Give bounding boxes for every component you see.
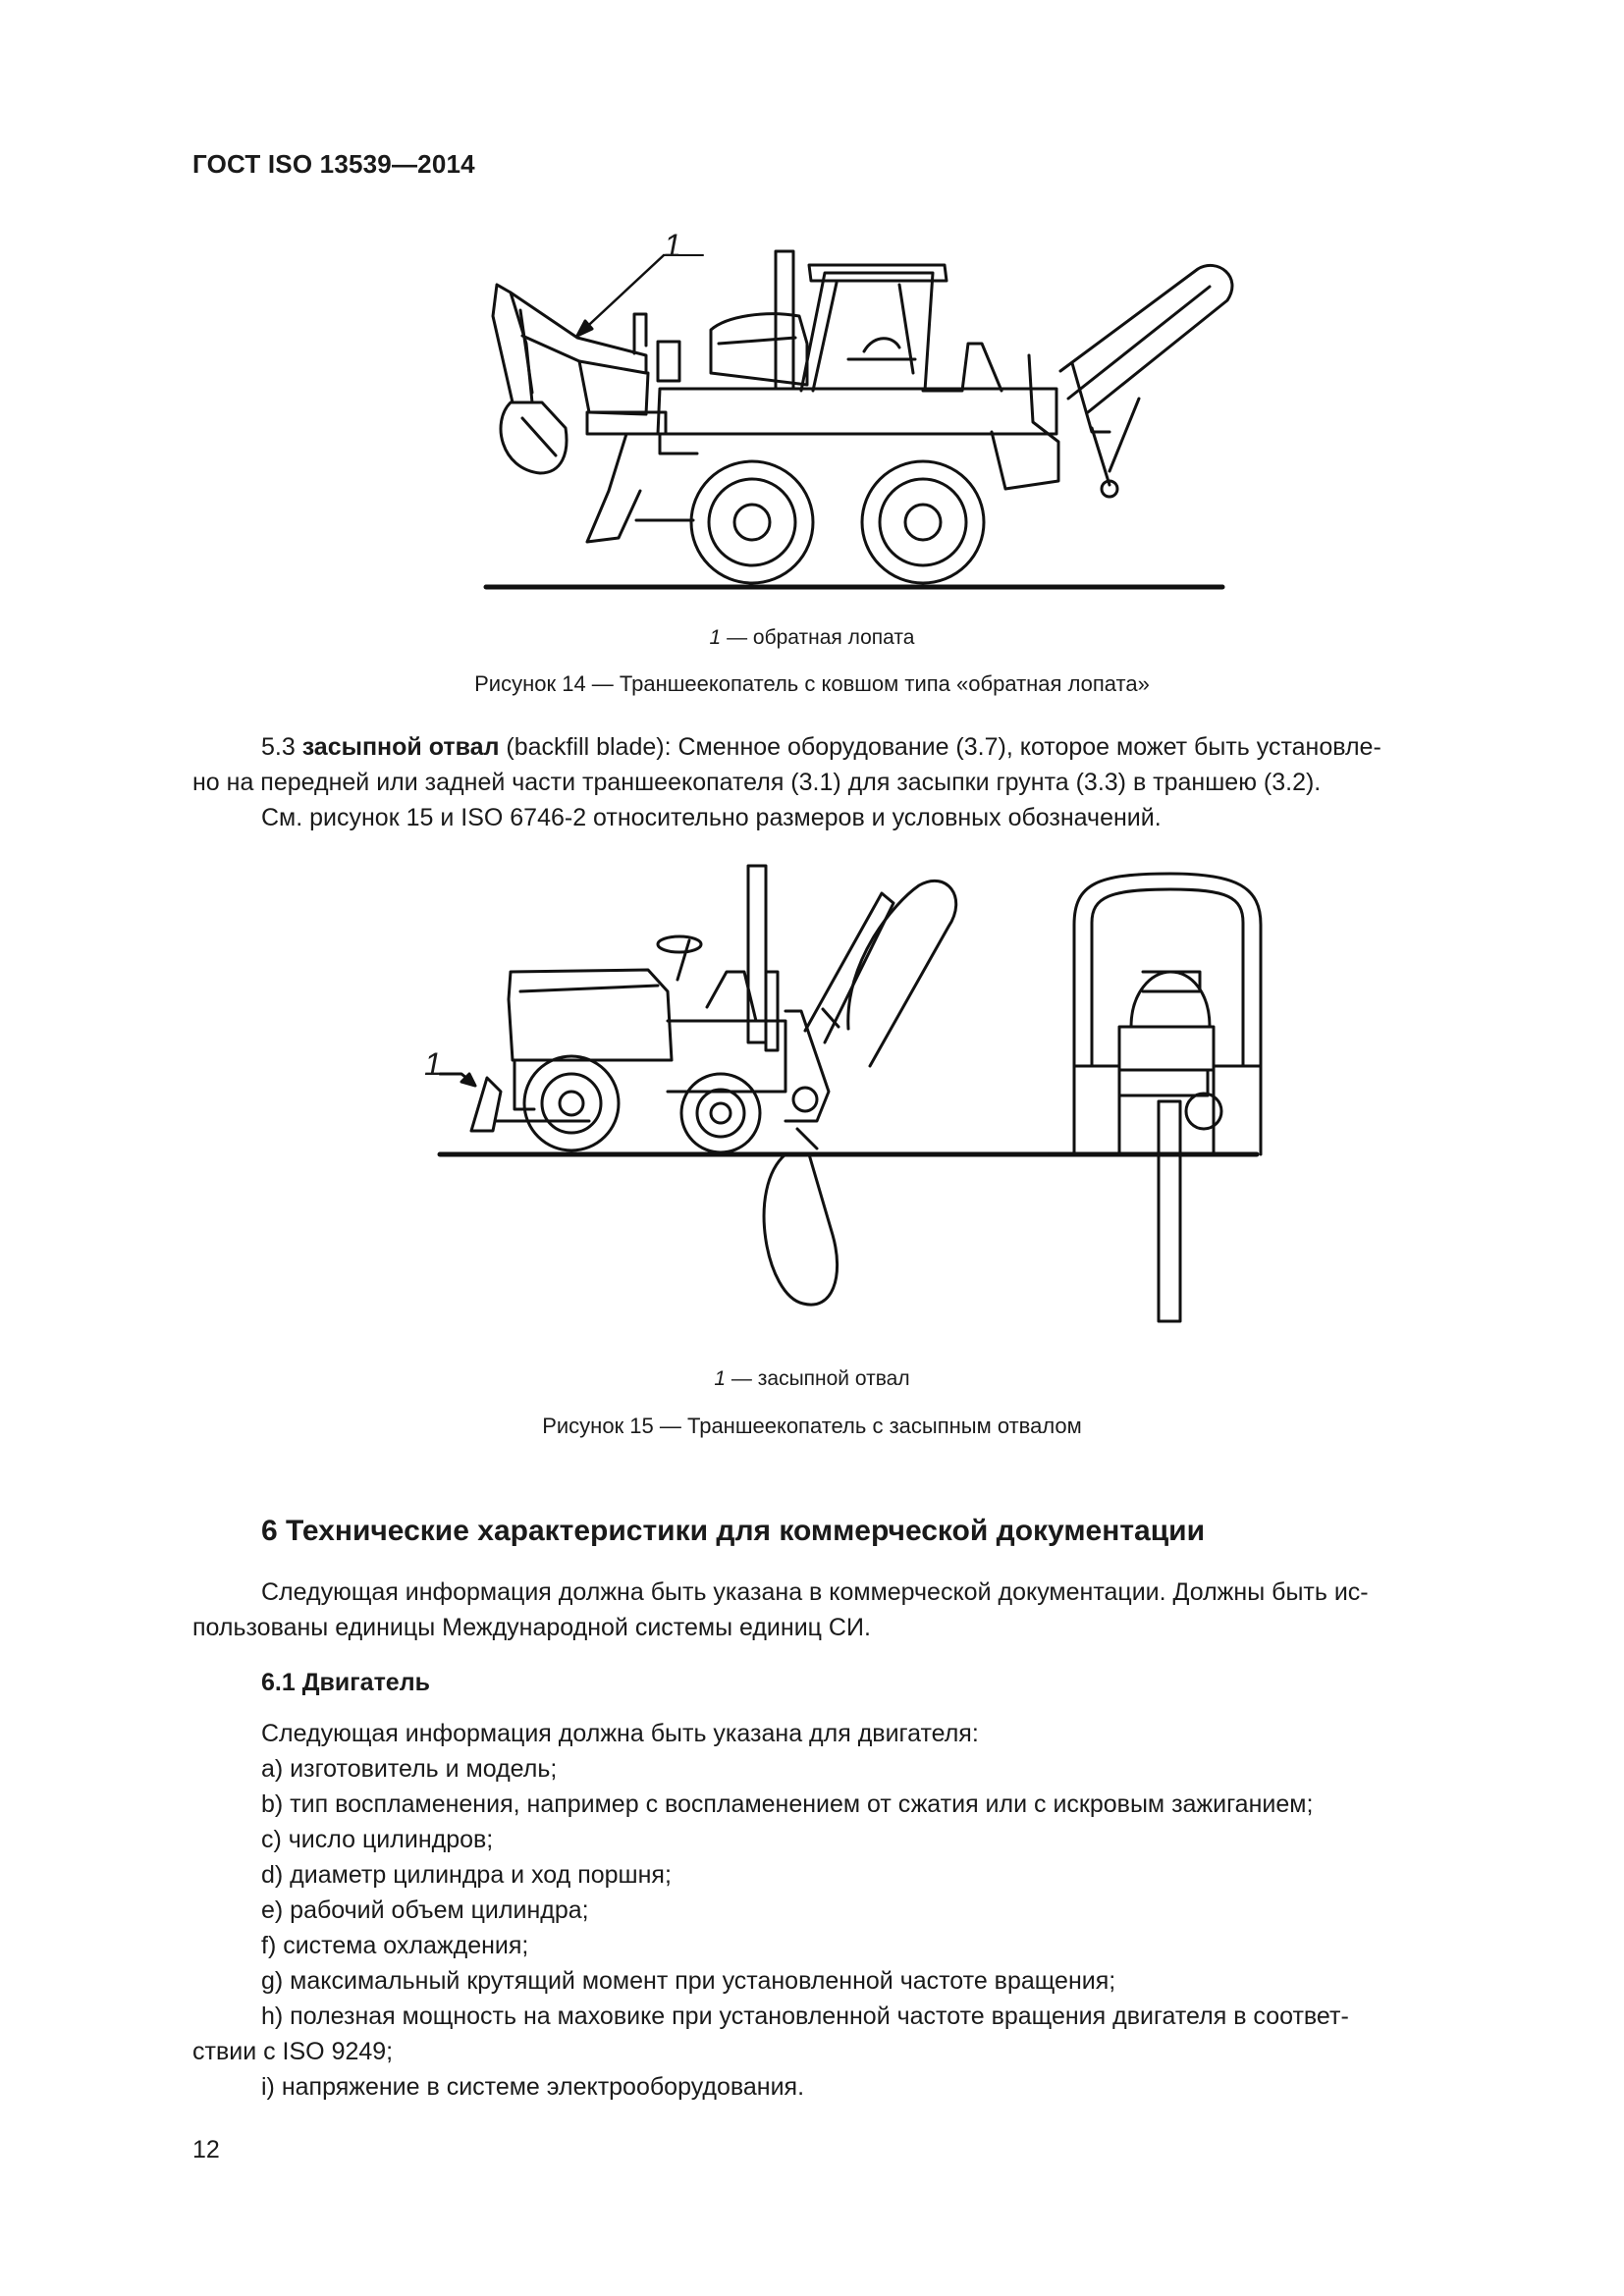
figure-14-caption: Рисунок 14 — Траншеекопатель с ковшом типа «обратная лопата» bbox=[474, 671, 1150, 696]
figure-14-drawing bbox=[471, 226, 1237, 599]
section-6-para-line1: Следующая информация должна быть указана в коммерческой документации. Должны быть ис- bbox=[261, 1578, 1369, 1606]
list-item: g) максимальный крутящий момент при установленной частоте вращения; bbox=[261, 1967, 1116, 1995]
list-item: f) система охлаждения; bbox=[261, 1932, 529, 1959]
term-backfill-blade: засыпной отвал bbox=[301, 733, 500, 761]
section-6-para-line2: пользованы единицы Международной системы единиц СИ. bbox=[192, 1614, 871, 1641]
list-item: b) тип воспламенения, например с воспламенением от сжатия или с искровым зажиганием; bbox=[261, 1790, 1314, 1818]
section-6-1-heading: 6.1 Двигатель bbox=[261, 1669, 430, 1696]
list-item: d) диаметр цилиндра и ход поршня; bbox=[261, 1861, 672, 1889]
list-item: e) рабочий объем цилиндра; bbox=[261, 1896, 589, 1924]
list-item: h) полезная мощность на маховике при установленной частоте вращения двигателя в соответ- bbox=[261, 2002, 1349, 2030]
document-header: ГОСТ ISO 13539—2014 bbox=[192, 149, 475, 179]
figure-15-drawing bbox=[432, 864, 1257, 1335]
section-5-3-line2: но на передней или задней части траншеекопателя (3.1) для засыпки грунта (3.3) в траншею (3.2). bbox=[192, 769, 1322, 796]
figure-14-callout: 1 bbox=[664, 228, 681, 263]
section-5-3-line3: См. рисунок 15 и ISO 6746-2 относительно размеров и условных обозначений. bbox=[261, 804, 1162, 831]
section-6-heading: 6 Технические характеристики для коммерческой документации bbox=[261, 1515, 1206, 1547]
figure-15-caption: Рисунок 15 — Траншеекопатель с засыпным отвалом bbox=[542, 1414, 1082, 1438]
engine-intro: Следующая информация должна быть указана для двигателя: bbox=[261, 1720, 979, 1747]
list-item: i) напряжение в системе электрооборудования. bbox=[261, 2073, 805, 2101]
figure-15-callout: 1 bbox=[424, 1046, 442, 1082]
figure-14-legend: 1 — обратная лопата bbox=[709, 626, 915, 649]
list-item: c) число цилиндров; bbox=[261, 1826, 494, 1853]
list-item: a) изготовитель и модель; bbox=[261, 1755, 558, 1783]
page-number: 12 bbox=[192, 2136, 220, 2163]
list-item-continuation: ствии с ISO 9249; bbox=[192, 2038, 394, 2065]
figure-15-legend: 1 — засыпной отвал bbox=[714, 1367, 910, 1390]
section-5-3: 5.3 засыпной отвал (backfill blade): Сменное оборудование (3.7), которое может быть установле- bbox=[261, 733, 1381, 761]
